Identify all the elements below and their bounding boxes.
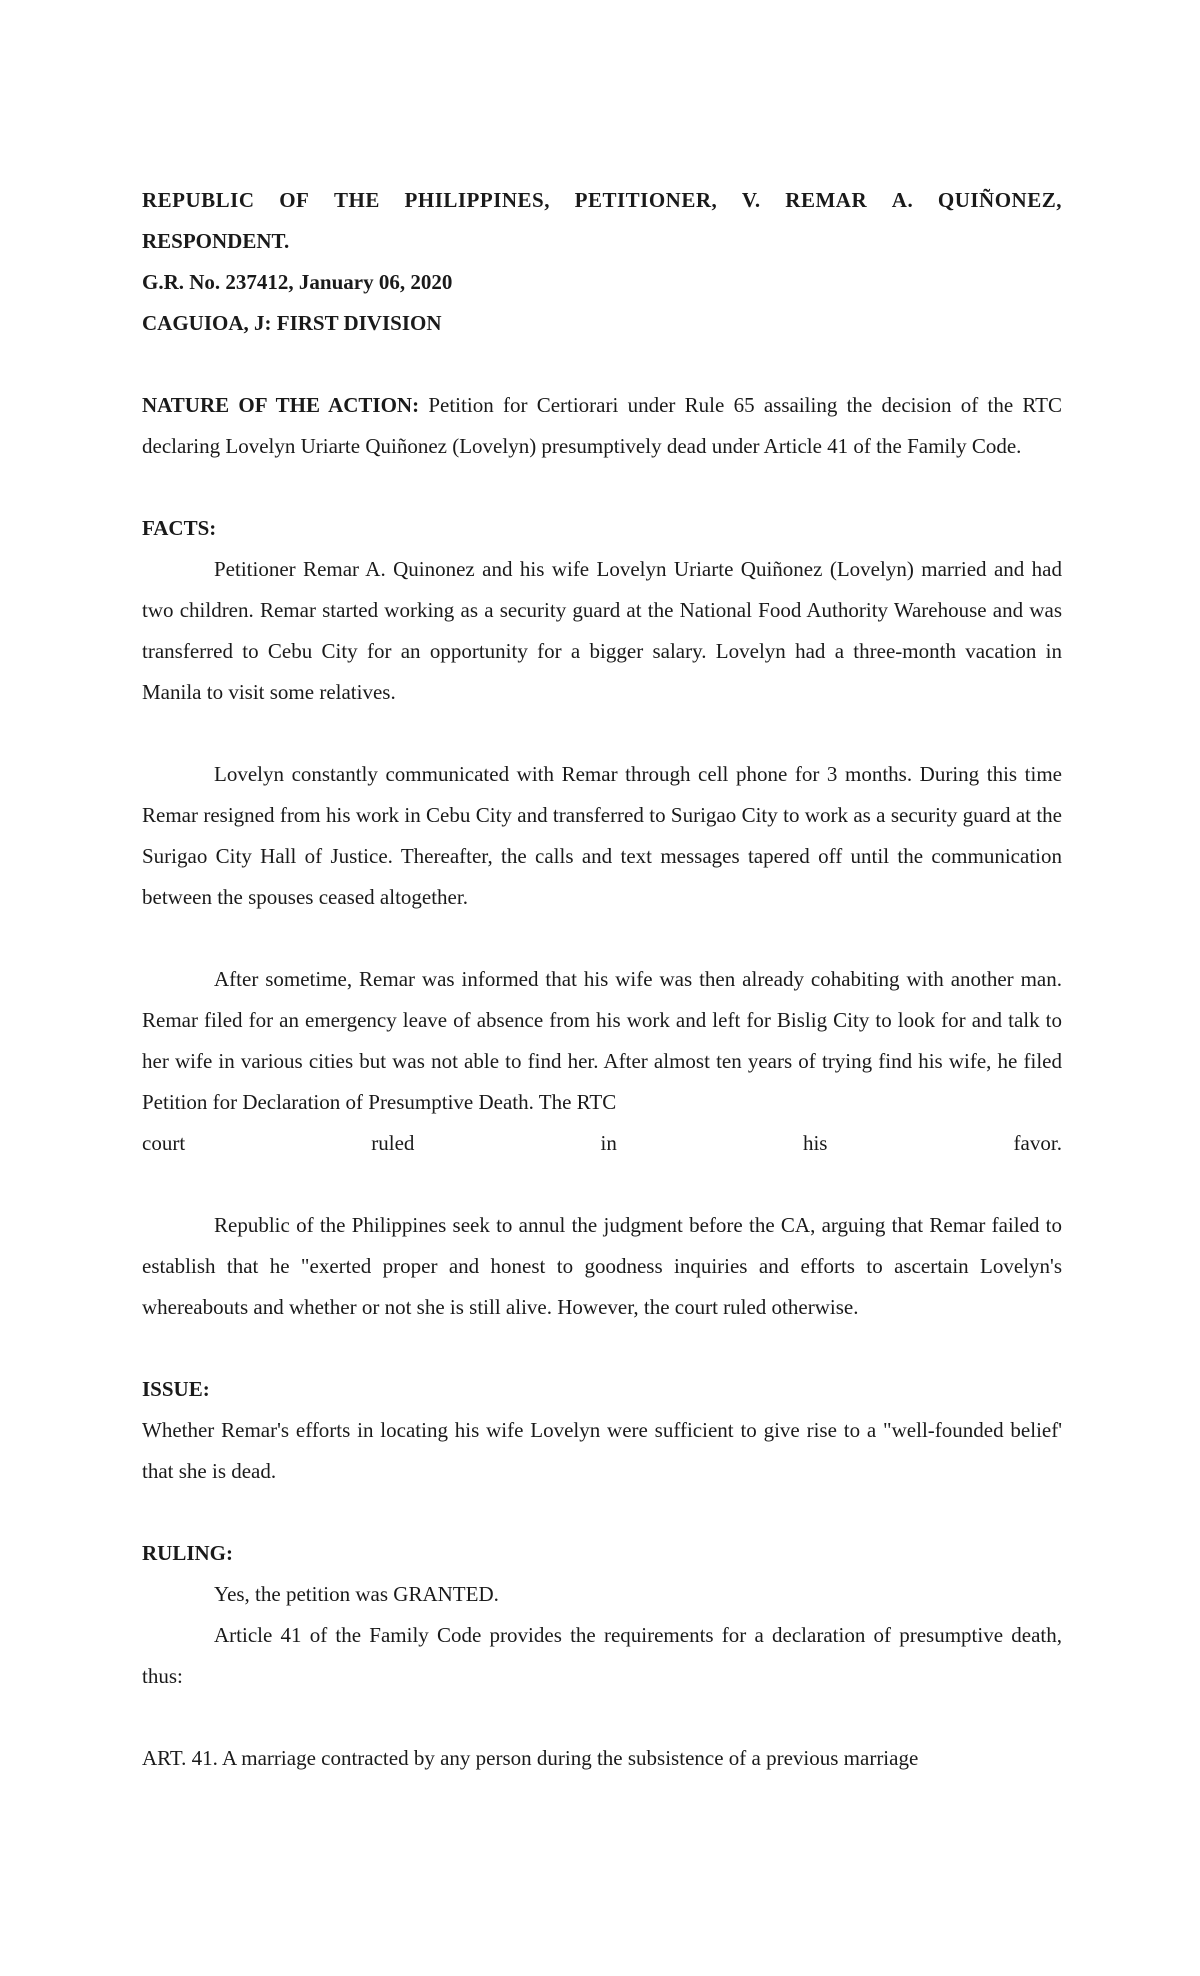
- facts-paragraph-3-word: ruled: [371, 1131, 415, 1155]
- facts-paragraph-3-word: in: [600, 1131, 617, 1155]
- facts-paragraph-3: After sometime, Remar was informed that his wife was then already cohabiting with another man. Remar filed for an emergency leave of absence from his work and left for Bislig City to look for and talk to her wife in various cities but was not able to find her. After almost ten years of trying find his wife, he filed Petition for Declaration of Presumptive Death. The RTC: [142, 967, 1062, 1114]
- spacer: [142, 713, 1062, 754]
- document-page: [142, 180, 1062, 1779]
- facts-paragraph-3-word: court: [142, 1131, 186, 1155]
- spacer: [142, 467, 1062, 508]
- spacer: [142, 1328, 1062, 1369]
- spacer: [142, 1164, 1062, 1205]
- facts-paragraph-4: Republic of the Philippines seek to annul the judgment before the CA, arguing that Remar failed to establish that he "exerted proper and honest to goodness inquiries and efforts to ascertain Lovelyn's whereabouts and whether or not she is still alive. However, the court ruled otherwise.: [142, 1213, 1062, 1319]
- case-title-word: QUIÑONEZ,: [937, 188, 1062, 212]
- ruling-paragraph-2: Article 41 of the Family Code provides the requirements for a declaration of presumptive death, thus:: [142, 1623, 1062, 1688]
- case-title-word: PETITIONER,: [574, 188, 718, 212]
- case-title-word: THE: [334, 188, 380, 212]
- case-title-word: REPUBLIC: [142, 188, 255, 212]
- facts-heading: FACTS:: [142, 516, 217, 540]
- case-title-word: A.: [891, 188, 914, 212]
- facts-paragraph-3-word: favor.: [1013, 1131, 1062, 1155]
- issue-heading: ISSUE:: [142, 1377, 210, 1401]
- ruling-heading: RULING:: [142, 1541, 234, 1565]
- gr-number: G.R. No. 237412, January 06, 2020: [142, 270, 453, 294]
- nature-label: NATURE OF THE ACTION:: [142, 393, 420, 417]
- nature-text: Petition for Certiorari under Rule 65 assailing the decision of the RTC declaring Lovelyn Uriarte Quiñonez (Lovelyn) presumptively dead under Article 41 of the Family Code.: [142, 393, 1062, 458]
- case-title-word: PHILIPPINES,: [404, 188, 550, 212]
- spacer: [142, 918, 1062, 959]
- case-title-line-2: RESPONDENT.: [142, 229, 290, 253]
- case-title-word: OF: [279, 188, 310, 212]
- spacer: [142, 344, 1062, 385]
- case-title-word: REMAR: [785, 188, 868, 212]
- nature-of-action-paragraph: [142, 385, 1062, 467]
- ruling-paragraph-1: Yes, the petition was GRANTED.: [214, 1582, 499, 1606]
- article-41-text: ART. 41. A marriage contracted by any person during the subsistence of a previous marriage: [142, 1746, 919, 1770]
- spacer: [142, 1697, 1062, 1738]
- issue-text: Whether Remar's efforts in locating his wife Lovelyn were sufficient to give rise to a "well-founded belief' that she is dead.: [142, 1418, 1062, 1483]
- facts-paragraph-3-last-line: [142, 1123, 1062, 1164]
- facts-paragraph-2: Lovelyn constantly communicated with Remar through cell phone for 3 months. During this time Remar resigned from his work in Cebu City and transferred to Surigao City to work as a security guard at the Surigao City Hall of Justice. Thereafter, the calls and text messages tapered off until the communication between the spouses ceased altogether.: [142, 762, 1062, 909]
- ponente-division: CAGUIOA, J: FIRST DIVISION: [142, 311, 442, 335]
- facts-paragraph-3-word: his: [802, 1131, 828, 1155]
- case-title-word: V.: [741, 188, 761, 212]
- case-title-line-1: [142, 180, 1062, 221]
- spacer: [142, 1492, 1062, 1533]
- facts-paragraph-1: Petitioner Remar A. Quinonez and his wife Lovelyn Uriarte Quiñonez (Lovelyn) married and had two children. Remar started working as a security guard at the National Food Authority Warehouse and was transferred to Cebu City for an opportunity for a bigger salary. Lovelyn had a three-month vacation in Manila to visit some relatives.: [142, 557, 1062, 704]
